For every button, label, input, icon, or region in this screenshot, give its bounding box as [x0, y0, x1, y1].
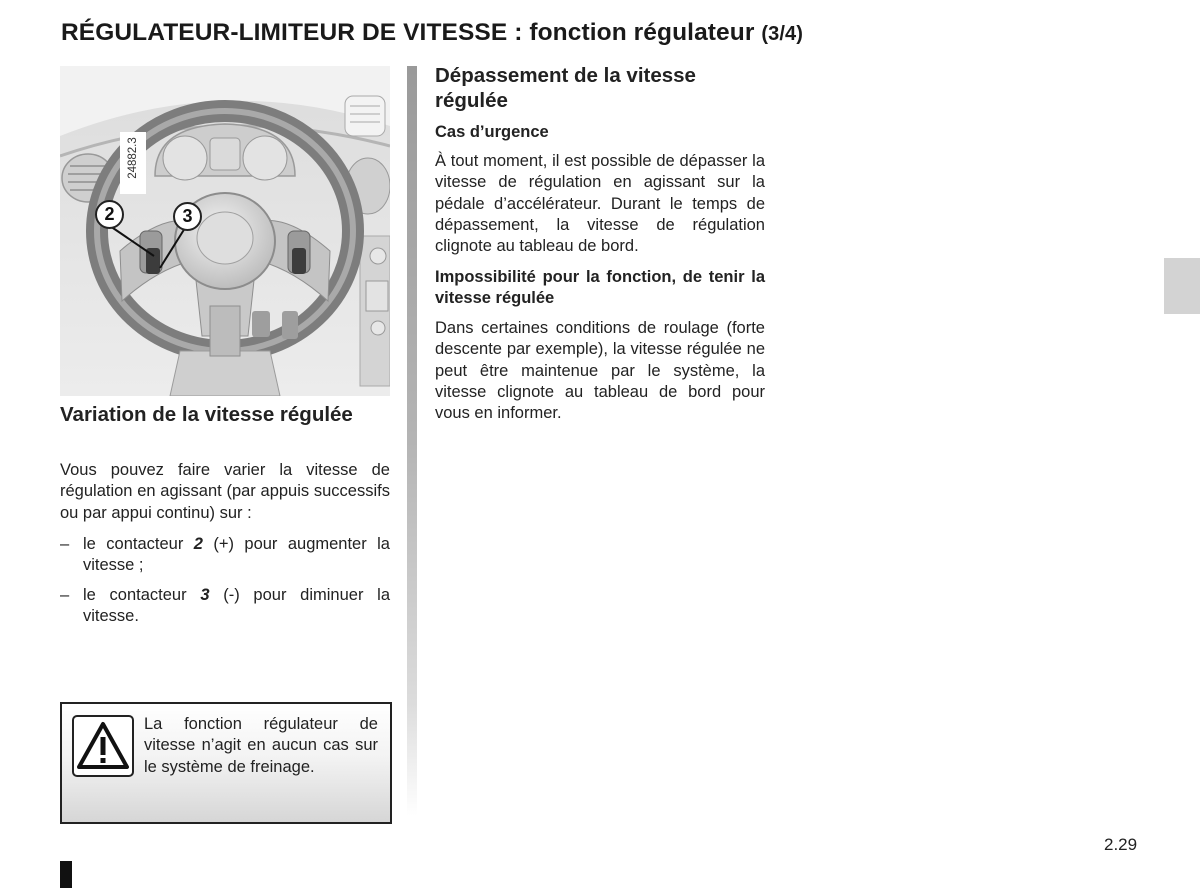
paragraph-urgence: À tout moment, il est possible de dépasser la vitesse de régulation en agissant sur la pédale d’accélérateur. Durant le temps de dépassement, la vitesse de régulation clignote au tableau de bord. [435, 152, 765, 256]
bullet-dash: – [60, 535, 70, 553]
page-corner-mark [60, 861, 72, 888]
page-title-suffix: (3/4) [761, 23, 804, 45]
warning-box [60, 702, 392, 824]
bullet-dash: – [60, 586, 70, 604]
left-heading: Variation de la vitesse régulée [60, 403, 353, 426]
list-item [60, 534, 390, 578]
left-intro: Vous pouvez faire varier la vitesse de régulation en agissant (par appuis successifs ou par appui continu) sur : [60, 461, 390, 522]
steering-wheel-illustration [60, 66, 390, 396]
column-divider [407, 66, 417, 816]
page-number: 2.29 [1104, 835, 1138, 854]
page-title: RÉGULATEUR-LIMITEUR DE VITESSE : fonction régulateur (3/4) [61, 19, 804, 46]
subheading-urgence: Cas d’urgence [435, 123, 549, 141]
callout-2: 2 [95, 200, 124, 229]
list-item [60, 585, 390, 629]
section-tab [1164, 258, 1200, 314]
illustration-reference: 24882.3 [120, 132, 146, 194]
bullet-text: le contacteur 2 (+) pour augmenter la vitesse ; [83, 535, 390, 574]
right-heading: Dépassement de la vitesse régulée [435, 64, 696, 112]
callout-3: 3 [173, 202, 202, 231]
warning-triangle-icon [72, 715, 134, 777]
paragraph-impossibilite: Dans certaines conditions de roulage (forte descente par exemple), la vitesse régulée ne peut être maintenue par le système, la vitesse clignote au tableau de bord pour vous en informer. [435, 319, 765, 423]
bullet-text: le contacteur 3 (-) pour diminuer la vitesse. [83, 586, 391, 625]
center-console [360, 236, 390, 386]
subheading-impossibilite: Impossibilité pour la fonction, de tenir la vitesse régulée [435, 268, 765, 308]
warning-text: La fonction régulateur de vitesse n’agit en aucun cas sur le système de freinage. [144, 715, 378, 776]
